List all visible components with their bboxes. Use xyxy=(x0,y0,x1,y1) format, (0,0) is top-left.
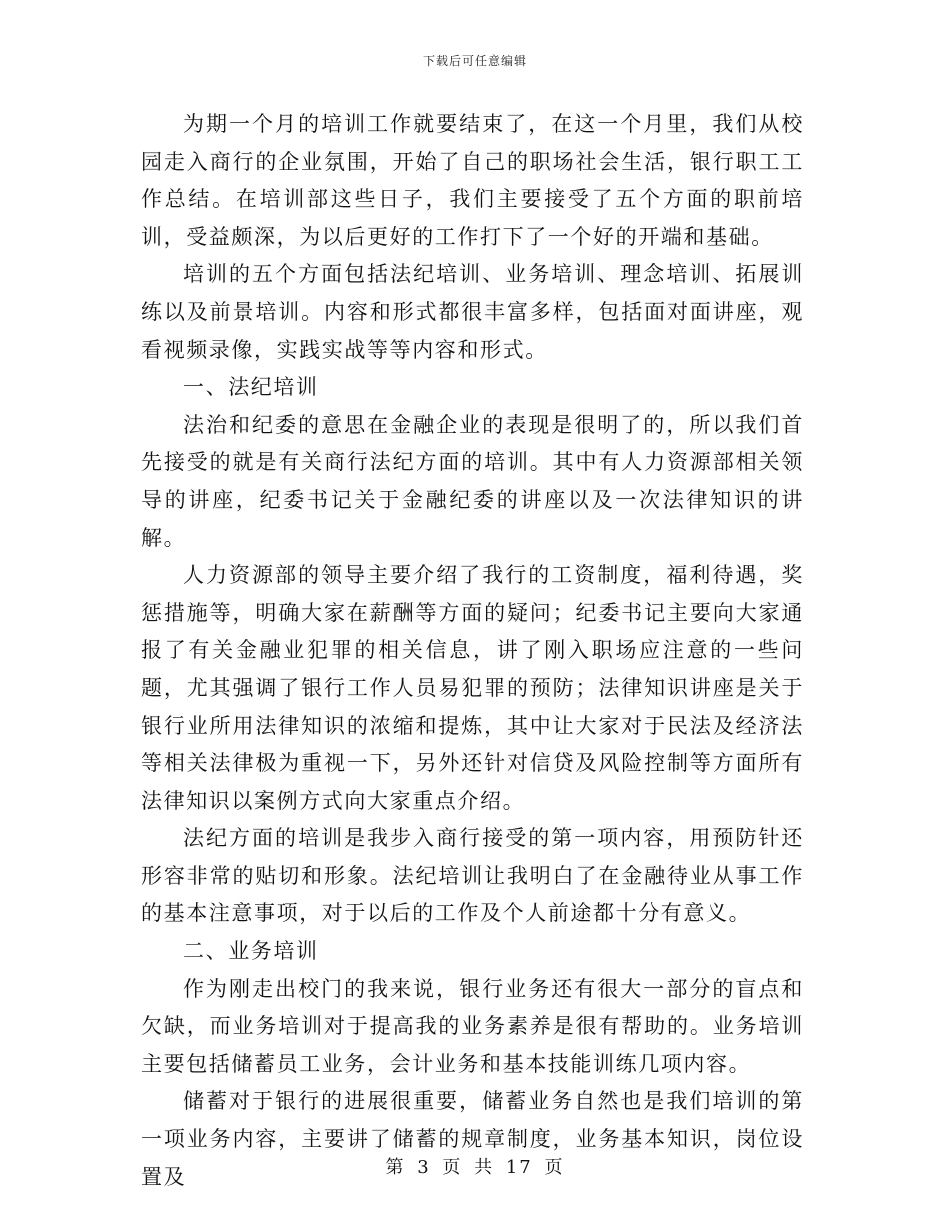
paragraph-intro: 为期一个月的培训工作就要结束了，在这一个月里，我们从校园走入商行的企业氛围，开始了自己的职场社会生活，银行职工工作总结。在培训部这些日子，我们主要接受了五个方面的职前培训，受益颇深，为以后更好的工作打下了一个好的开端和基础。 xyxy=(141,112,804,249)
paragraph-legal-intro: 法治和纪委的意思在金融企业的表现是很明了的，所以我们首先接受的就是有关商行法纪方面的培训。其中有人力资源部相关领导的讲座，纪委书记关于金融纪委的讲座以及一次法律知识的讲解。 xyxy=(141,412,804,550)
page-number: 第 3 页 共 17 页 xyxy=(385,1157,565,1178)
page-header-note: 下载后可任意编辑 xyxy=(422,54,527,68)
paragraph-legal-details: 人力资源部的领导主要介绍了我行的工资制度，福利待遇，奖惩措施等，明确大家在薪酬等方面的疑问；纪委书记主要向大家通报了有关金融业犯罪的相关信息，讲了刚入职场应注意的一些问题，尤其强调了银行工作人员易犯罪的预防；法律知识讲座是关于银行业所用法律知识的浓缩和提炼，其中让大家对于民法及经济法等相关法律极为重视一下，另外还针对信贷及风险控制等方面所有法律知识以案例方式向大家重点介绍。 xyxy=(141,563,804,813)
paragraph-savings: 储蓄对于银行的进展很重要，储蓄业务自然也是我们培训的第一项业务内容，主要讲了储蓄的规章制度，业务基本知识，岗位设置及 xyxy=(141,1089,804,1189)
section-heading-business-training: 二、业务培训 xyxy=(183,939,319,964)
document-body xyxy=(141,106,804,1196)
paragraph-business-intro: 作为刚走出校门的我来说，银行业务还有很大一部分的盲点和欠缺，而业务培训对于提高我的业务素养是很有帮助的。业务培训主要包括储蓄员工业务，会计业务和基本技能训练几项内容。 xyxy=(141,976,804,1076)
paragraph-overview: 培训的五个方面包括法纪培训、业务培训、理念培训、拓展训练以及前景培训。内容和形式都很丰富多样，包括面对面讲座，观看视频录像，实践实战等等内容和形式。 xyxy=(141,262,804,362)
paragraph-legal-summary: 法纪方面的培训是我步入商行接受的第一项内容，用预防针还形容非常的贴切和形象。法纪培训让我明白了在金融待业从事工作的基本注意事项，对于以后的工作及个人前途都十分有意义。 xyxy=(141,826,804,926)
section-heading-legal-training: 一、法纪培训 xyxy=(183,375,319,400)
